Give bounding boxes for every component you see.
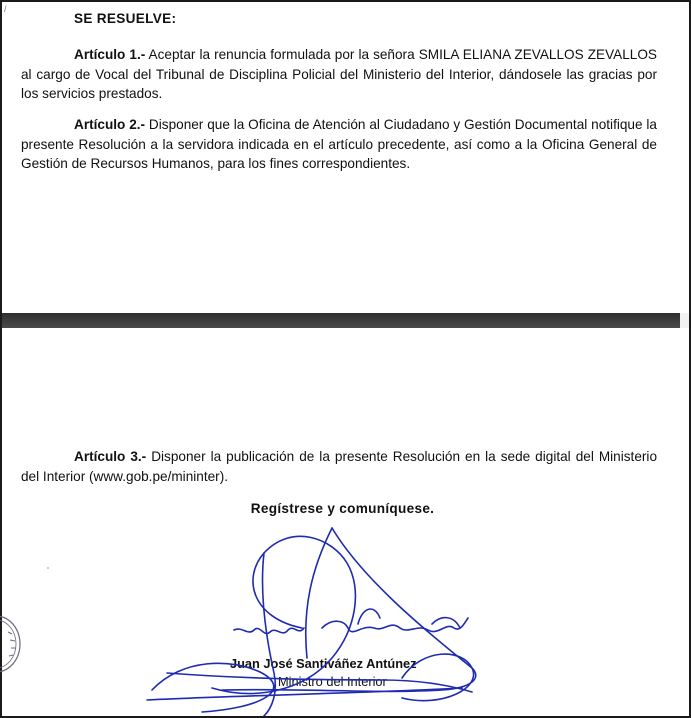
- closing-formula: Regístrese y comuníquese.: [250, 501, 435, 516]
- page-separator: [2, 313, 680, 328]
- article-1: [21, 45, 657, 104]
- page-separator-edge: [680, 313, 689, 328]
- article-2: [21, 115, 657, 174]
- official-stamp: [0, 614, 22, 674]
- article-3-label: Artículo 3.-: [74, 449, 147, 464]
- article-1-text: Aceptar la renuncia formulada por la señora SMILA ELIANA ZEVALLOS ZEVALLOS al cargo de Vocal del Tribunal de Disciplina Policial del Ministerio del Interior, dándosele las gracias por los servicios prestados.: [21, 47, 657, 101]
- article-2-text: Disponer que la Oficina de Atención al Ciudadano y Gestión Documental notifique la presente Resolución a la servidora indicada en el artículo precedente, así como a la Oficina General de Gestión de Recursos Humanos, para los fines correspondientes.: [21, 117, 657, 171]
- page-top: [2, 2, 689, 312]
- page-bottom: [2, 328, 689, 716]
- corner-mark: /: [4, 4, 7, 14]
- article-1-label: Artículo 1.-: [74, 47, 146, 62]
- article-3-text: Disponer la publicación de la presente Resolución en la sede digital del Ministerio del Interior (www.gob.pe/mininter).: [21, 449, 657, 484]
- signer-name: Juan José Santiváñez Antúnez: [230, 656, 417, 671]
- article-3: [21, 447, 657, 486]
- resolution-heading: SE RESUELVE:: [74, 11, 177, 26]
- signer-title: Ministro del Interior: [278, 674, 387, 689]
- scan-speck: [47, 567, 49, 569]
- article-2-label: Artículo 2.-: [74, 117, 146, 132]
